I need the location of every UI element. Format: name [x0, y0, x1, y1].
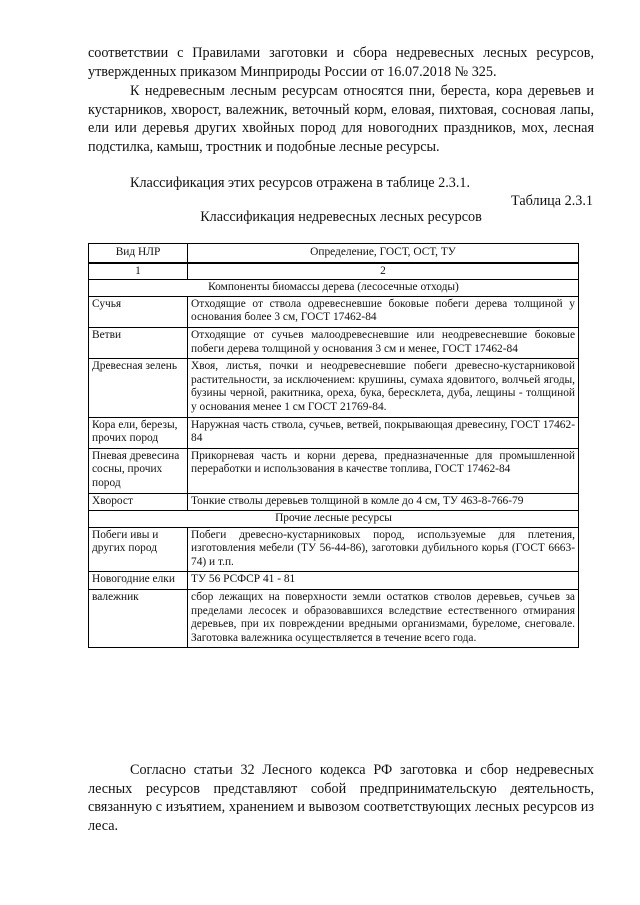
section-title: Прочие лесные ресурсы — [89, 511, 579, 528]
table-row — [89, 359, 579, 417]
resource-definition-cell: Побеги древесно-кустарниковых пород, используемые для плетения, изготовления мебели (ТУ 56-44-86), заготовки дубильного корья (ГОСТ 6663-74) и т.п. — [188, 527, 579, 572]
closing-para-text: Согласно статьи 32 Лесного кодекса РФ заготовка и сбор недревесных лесных ресурсов представляют собой предпринимательскую деятельность, связанную с изъятием, хранением и вывозом соответствующих лесных ресурсов из леса. — [88, 762, 594, 834]
table-section-row — [89, 511, 579, 528]
column-number-cell: 2 — [188, 263, 579, 280]
table-caption: Классификация недревесных лесных ресурсов — [200, 209, 482, 225]
table-number: Таблица 2.3.1 — [511, 193, 593, 209]
resource-name-cell: Пневая древесина сосны, прочих пород — [89, 448, 188, 493]
table-row — [89, 572, 579, 590]
resource-definition-cell: ТУ 56 РСФСР 41 - 81 — [188, 572, 579, 590]
resource-name-cell: Древесная зелень — [89, 359, 188, 417]
classification-table — [88, 243, 579, 648]
table-row — [89, 296, 579, 327]
table-row — [89, 327, 579, 358]
intro-para3-text: Классификация этих ресурсов отражена в таблице 2.3.1. — [130, 175, 471, 191]
table-header-row — [89, 244, 579, 263]
resource-definition-cell: Отходящие от сучьев малоодревесневшие или неодревесневшие боковые побеги дерева толщиной у основания 3 см и менее, ГОСТ 17462-84 — [188, 327, 579, 358]
table-row — [89, 590, 579, 648]
resource-definition-cell: Наружная часть ствола, сучьев, ветвей, покрывающая древесину, ГОСТ 17462-84 — [188, 417, 579, 448]
table-row — [89, 493, 579, 511]
resource-definition-cell: сбор лежащих на поверхности земли остатков стволов деревьев, сучьев за пределами лесосек и образовавшихся вследствие естественного отмирания деревьев, при их повреждении вредными организмами, буреломе, снеговале. Заготовка валежника осуществляется в течение всего года. — [188, 590, 579, 648]
resource-name-cell: валежник — [89, 590, 188, 648]
section-title: Компоненты биомассы дерева (лесосечные отходы) — [89, 280, 579, 297]
resource-definition-cell: Отходящие от ствола одревесневшие боковые побеги дерева толщиной у основания более 3 см, ГОСТ 17462-84 — [188, 296, 579, 327]
resource-name-cell: Сучья — [89, 296, 188, 327]
header-cell: Определение, ГОСТ, ОСТ, ТУ — [188, 244, 579, 263]
intro-paragraph-3 — [88, 174, 594, 193]
table-row — [89, 527, 579, 572]
column-number-cell: 1 — [89, 263, 188, 280]
intro-line1: соответствии с Правилами заготовки и сбора недревесных лесных ресурсов, утвержденных приказом Минприроды России от 16.07.2018 № 325. — [88, 45, 594, 80]
closing-paragraph — [88, 761, 594, 835]
resource-definition-cell: Прикорневая часть и корни дерева, предназначенные для промышленной переработки и использования в качестве топлива, ГОСТ 17462-84 — [188, 448, 579, 493]
resource-name-cell: Хворост — [89, 493, 188, 511]
resource-name-cell: Ветви — [89, 327, 188, 358]
intro-paragraph-continued — [88, 44, 594, 81]
table-column-number-row — [89, 263, 579, 280]
header-cell: Вид НЛР — [89, 244, 188, 263]
resource-definition-cell: Тонкие стволы деревьев толщиной в комле до 4 см, ТУ 463-8-766-79 — [188, 493, 579, 511]
resource-definition-cell: Хвоя, листья, почки и неодревесневшие побеги древесно-кустарниковой растительности, за исключением: крушины, сумаха ядовитого, волчьей ягоды, бузины черной, ракитника, ореха, бука, бересклета, дуба, лещины - толщиной у основания менее 1 см ГОСТ 21769-84. — [188, 359, 579, 417]
table-row — [89, 417, 579, 448]
table-section-row — [89, 280, 579, 297]
intro-para2-text: К недревесным лесным ресурсам относятся пни, береста, кора деревьев и кустарников, хворост, валежник, веточный корм, еловая, пихтовая, сосновая лапы, ели или деревья других хвойных пород для новогодних праздников, мох, лесная подстилка, камыш, тростник и подобные лесные ресурсы. — [88, 83, 594, 155]
resource-name-cell: Кора ели, березы, прочих пород — [89, 417, 188, 448]
intro-paragraph-2 — [88, 82, 594, 156]
resource-name-cell: Новогодние елки — [89, 572, 188, 590]
resource-name-cell: Побеги ивы и других пород — [89, 527, 188, 572]
table-row — [89, 448, 579, 493]
